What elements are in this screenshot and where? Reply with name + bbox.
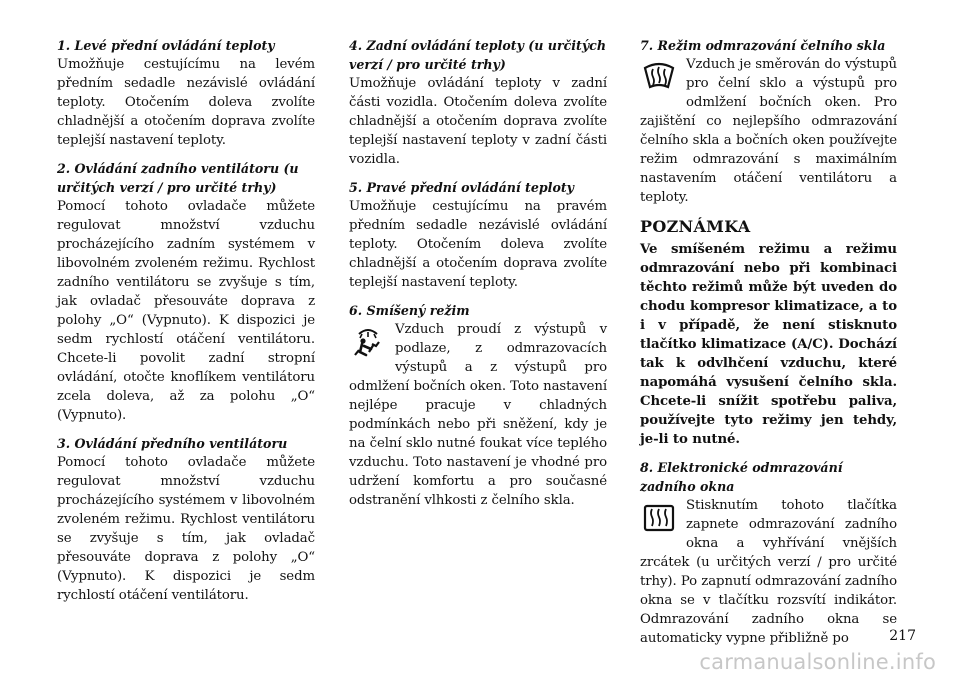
note-text: Ve smíšeném režimu a režimu odmrazování nebo při kombinaci těchto režimů může být uveden do chodu kompresor klimatizace, a to i v případě, že není stisknuto tlačítko klimatizace (A/C). Dochází tak k odvlhčení vzduchu, které napomáhá vysušení čelního skla. Chcete-li snížit spotřebu paliva, používejte tyto režimy jen tehdy, je-li to nutné. — [640, 242, 897, 447]
rear-defrost-section — [640, 496, 897, 648]
text-right-temp: Umožňuje cestujícímu na pravém předním sedadle nezávislé ovládání teploty. Otočením doleva zvolíte chladnější a otočením doprava zvolíte teplejší nastavení teploty. — [349, 199, 607, 290]
heading-rear-defrost: 8. Elektronické odmrazování zadního okna — [640, 460, 843, 494]
text-mixed-mode: Vzduch proudí z výstupů v podlaze, z odmrazovacích výstupů a z výstupů pro odmlžení bočních oken. Toto nastavení nejlépe pracuje v chladných podmínkách nebo při sněžení, kdy je na čelní sklo nutné foukat více teplého vzduchu. Toto nastavení je vhodné pro udržení komfortu a pro současné odstranění vlhkosti z čelního skla. — [349, 322, 607, 508]
watermark: carmanualsonline.info — [699, 650, 936, 674]
text-windshield-defrost: Vzduch je směrován do výstupů pro čelní sklo a výstupů pro odmlžení bočních oken. Pro zajištění co nejlepšího odmrazování čelního skla a bočních oken používejte režim odmrazování s maximálním nastavením otáčení ventilátoru a teploty. — [640, 57, 897, 205]
heading-windshield-defrost: 7. Režim odmrazování čelního skla — [640, 38, 886, 53]
mixed-mode-icon — [349, 322, 387, 360]
windshield-defrost-section — [640, 55, 897, 207]
text-front-blower: Pomocí tohoto ovladače můžete regulovat množství vzduchu procházejícího systémem v libovolném zvoleném režimu. Rychlost ventilátoru se zvyšuje s tím, jak ovladač přesouváte doprava z polohy „O“ (Vypnuto). K dispozici je sedm rychlostí otáčení ventilátoru. — [57, 455, 315, 603]
mixed-mode-section — [349, 320, 607, 510]
text-rear-temp: Umožňuje ovládání teploty v zadní části vozidla. Otočením doleva zvolíte chladnější a otočením doprava zvolíte teplejší nastavení teploty v zadní části vozidla. — [349, 76, 607, 167]
windshield-defrost-icon — [640, 57, 678, 95]
column-2 — [349, 36, 607, 519]
note-title: POZNÁMKA — [640, 217, 751, 236]
page-number: 217 — [889, 628, 916, 644]
heading-rear-blower: 2. Ovládání zadního ventilátoru (u určitých verzí / pro určité trhy) — [57, 161, 299, 195]
text-left-temp: Umožňuje cestujícímu na levém předním sedadle nezávislé ovládání teploty. Otočením doleva zvolíte chladnější a otočením doprava zvolíte teplejší nastavení teploty. — [57, 57, 315, 148]
column-1 — [57, 36, 315, 614]
heading-left-temp: 1. Levé přední ovládání teploty — [57, 38, 275, 53]
heading-front-blower: 3. Ovládání předního ventilátoru — [57, 436, 288, 451]
heading-right-temp: 5. Pravé přední ovládání teploty — [349, 180, 575, 195]
heading-rear-temp: 4. Zadní ovládání teploty (u určitých verzí / pro určité trhy) — [349, 38, 607, 72]
column-3 — [640, 36, 897, 657]
heading-mixed-mode: 6. Smíšený režim — [349, 303, 470, 318]
text-rear-defrost: Stisknutím tohoto tlačítka zapnete odmrazování zadního okna a vyhřívání vnějších zrcátek (u určitých verzí / pro určité trhy). Po zapnutí odmrazování zadního okna se v tlačítku rozsvítí indikátor. Odmrazování zadního okna se automaticky vypne přibližně po — [640, 498, 897, 646]
text-rear-blower: Pomocí tohoto ovladače můžete regulovat množství vzduchu procházejícího zadním systémem v libovolném zvoleném režimu. Rychlost zadního ventilátoru se zvyšuje s tím, jak ovladač přesouváte doprava z polohy „O“ (Vypnuto). K dispozici je sedm rychlostí otáčení ventilátoru. Chcete-li povolit zadní stropní ovládání, otočte knoflíkem ventilátoru zcela doleva, až za polohu „O“ (Vypnuto). — [57, 199, 315, 423]
rear-defrost-icon — [640, 498, 678, 536]
